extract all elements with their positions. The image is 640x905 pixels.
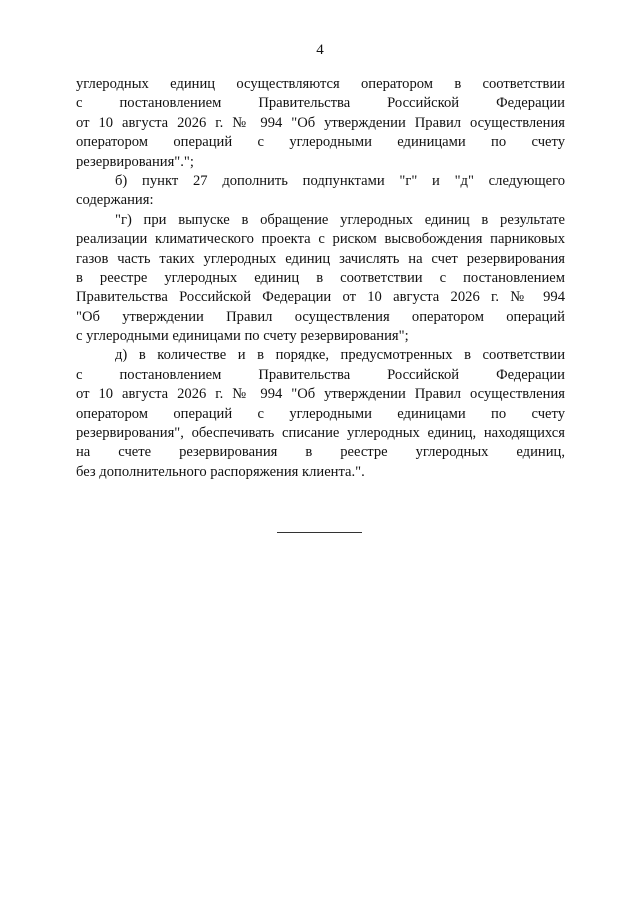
- page-number: 4: [316, 42, 324, 58]
- text-line: на счете резервирования в реестре углеродных единиц,: [76, 444, 565, 461]
- text-line: с постановлением Правительства Российской Федерации: [76, 95, 565, 112]
- text-line: оператором операций с углеродными единицами по счету: [76, 134, 565, 151]
- document-body: [76, 75, 565, 482]
- text-line: газов часть таких углеродных единиц зачислять на счет резервирования: [76, 250, 565, 267]
- text-line: от 10 августа 2026 г. № 994 "Об утверждении Правил осуществления: [76, 386, 565, 403]
- text-line: резервирования".";: [76, 153, 194, 170]
- text-line: резервирования", обеспечивать списание углеродных единиц, находящихся: [76, 425, 565, 442]
- text-line: реализации климатического проекта с риском высвобождения парниковых: [76, 231, 565, 248]
- text-line: без дополнительного распоряжения клиента.".: [76, 463, 365, 480]
- text-line: в реестре углеродных единиц в соответствии с постановлением: [76, 269, 565, 286]
- text-line: содержания:: [76, 192, 154, 209]
- text-line: б) пункт 27 дополнить подпунктами "г" и "д" следующего: [115, 172, 565, 189]
- text-line: Правительства Российской Федерации от 10 августа 2026 г. № 994: [76, 289, 565, 306]
- text-line: с постановлением Правительства Российской Федерации: [76, 366, 565, 383]
- text-line: от 10 августа 2026 г. № 994 "Об утверждении Правил осуществления: [76, 114, 565, 131]
- text-line: "г) при выпуске в обращение углеродных единиц в результате: [115, 211, 565, 228]
- text-line: д) в количестве и в порядке, предусмотренных в соответствии: [115, 347, 565, 364]
- text-line: углеродных единиц осуществляются оператором в соответствии: [76, 76, 565, 92]
- text-line: "Об утверждении Правил осуществления оператором операций: [76, 308, 565, 325]
- text-line: оператором операций с углеродными единицами по счету: [76, 405, 565, 422]
- end-separator-line: [277, 532, 362, 533]
- text-line: с углеродными единицами по счету резервирования";: [76, 328, 409, 345]
